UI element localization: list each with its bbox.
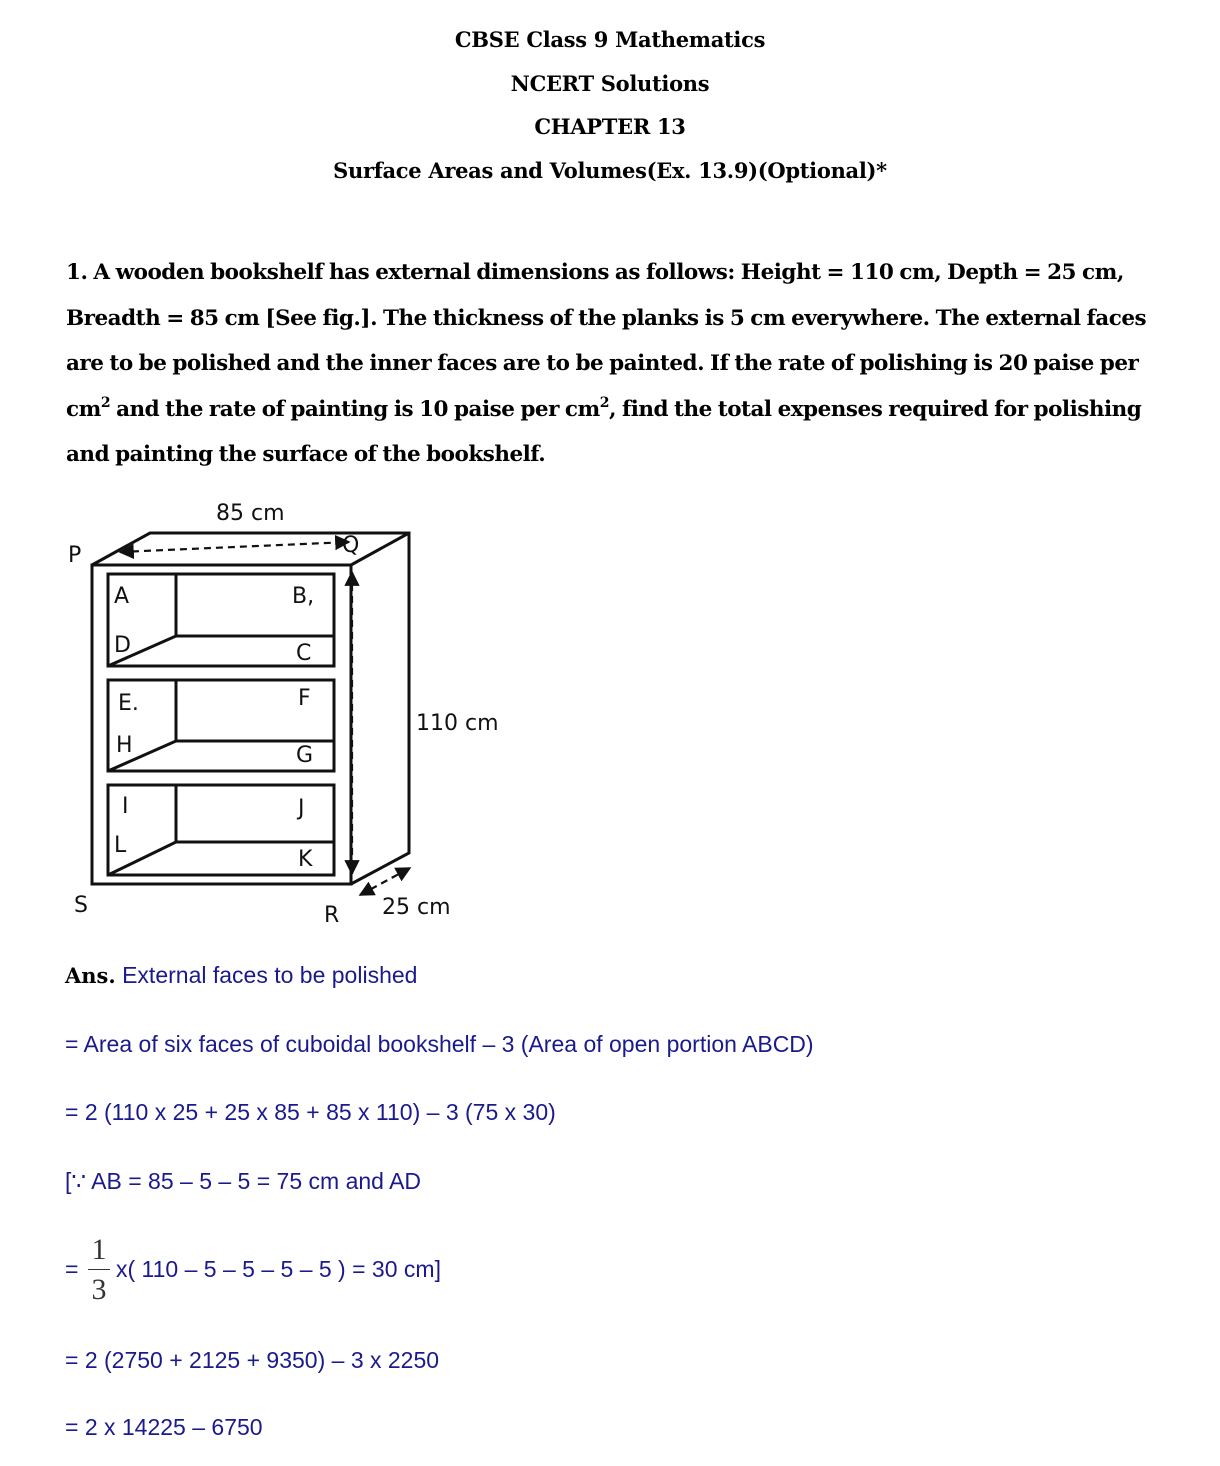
shelf-label-c: C [296, 641, 312, 666]
corner-r: R [324, 903, 340, 928]
answer-line-2: = Area of six faces of cuboidal bookshelf – 3 (Area of open portion ABCD) [65, 1031, 814, 1057]
fraction-numerator: 1 [91, 1233, 107, 1266]
shelf-label-e: E. [118, 691, 139, 716]
shelf-label-i: I [122, 794, 129, 819]
depth-arrow [360, 868, 410, 895]
shelf-label-g: G [296, 743, 314, 768]
answer-intro: External faces to be polished [115, 962, 418, 988]
fraction-denominator: 3 [91, 1273, 107, 1306]
corner-q: Q [342, 533, 360, 558]
bookshelf-figure [62, 490, 522, 930]
answer-label: Ans. [65, 963, 116, 988]
shelf-label-b: B, [292, 584, 315, 609]
breadth-arrow [120, 542, 349, 552]
answer-line-1 [65, 962, 417, 989]
answer-line-5-prefix: = [65, 1256, 79, 1282]
height-label: 110 cm [416, 711, 499, 736]
breadth-label: 85 cm [216, 501, 285, 526]
shelf-label-a: A [114, 584, 130, 609]
question-text [66, 250, 1156, 478]
shelf-label-j: J [298, 796, 305, 821]
answer-line-5-rest: x( 110 – 5 – 5 – 5 – 5 ) = 30 cm] [116, 1256, 441, 1282]
corner-s: S [74, 893, 88, 918]
header-source: NCERT Solutions [510, 71, 710, 96]
header-subject: CBSE Class 9 Mathematics [454, 27, 766, 52]
depth-label: 25 cm [382, 895, 451, 920]
shelf-label-f: F [298, 686, 311, 711]
front-outer-frame [92, 565, 351, 884]
shelf-label-l: L [114, 833, 127, 858]
shelf-label-h: H [116, 733, 133, 758]
question-part1: 1. A wooden bookshelf has external dimensions as follows: Height = 110 cm, Depth = 25 cm, Breadth = 85 cm [See fig.]. The thickness of the planks is 5 cm everywhere. The external faces are to be polished and the inner faces are to be painted. If the rate of polishing is 20 paise per cm [66, 260, 1147, 422]
corner-p: P [68, 543, 82, 568]
question-part2: and the rate of painting is 10 paise per cm [110, 396, 600, 422]
header-topic: Surface Areas and Volumes(Ex. 13.9)(Optional)* [333, 158, 887, 183]
fraction-one-third [86, 1234, 112, 1306]
fraction-bar [88, 1269, 110, 1270]
answer-line-7: = 2 x 14225 – 6750 [65, 1414, 263, 1440]
answer-line-4: [∵ AB = 85 – 5 – 5 = 75 cm and AD [65, 1168, 422, 1194]
question-superscript-1: 2 [100, 394, 111, 411]
answer-line-6: = 2 (2750 + 2125 + 9350) – 3 x 2250 [65, 1347, 440, 1373]
question-superscript-2: 2 [599, 394, 610, 411]
top-right-faces [92, 533, 409, 884]
header-chapter: CHAPTER 13 [534, 114, 686, 139]
question-part3: , find the total expenses required for polishing and painting the surface of the bookshelf. [66, 396, 1142, 467]
answer-line-3: = 2 (110 x 25 + 25 x 85 + 85 x 110) – 3 (75 x 30) [65, 1099, 556, 1125]
shelf-label-k: K [298, 847, 313, 872]
shelf-label-d: D [114, 633, 131, 658]
